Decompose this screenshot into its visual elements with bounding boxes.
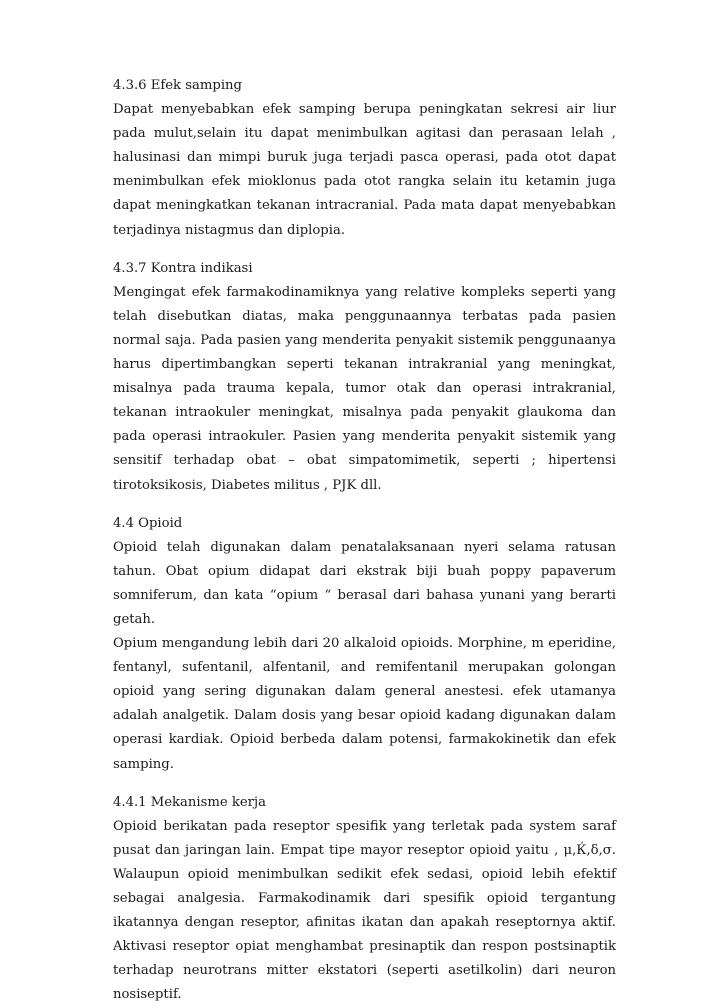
paragraph: Opioid berikatan pada reseptor spesifik yang terletak pada system saraf pusat dan jaringan lain. Empat tipe mayor reseptor opioid yaitu , μ,Ќ,δ,σ. Walaupun opioid menimbulkan sedikit efek sedasi, opioid lebih efektif sebagai analgesia. Farmakodinamik dari spesifik opioid tergantung ikatannya dengan reseptor, afinitas ikatan dan apakah reseptornya aktif. Aktivasi reseptor opiat menghambat presinaptik dan respon postsinaptik terhadap neurotrans mitter ekstatori (seperti asetilkolin) dari neuron nosiseptif. [113, 818, 616, 1003]
section-mekanisme-kerja [113, 791, 616, 1007]
document-page [113, 74, 616, 1007]
section-heading: 4.3.6 Efek samping [113, 78, 242, 93]
paragraph: Mengingat efek farmakodinamiknya yang relative kompleks seperti yang telah disebutkan diatas, maka penggunaannya terbatas pada pasien normal saja. Pada pasien yang menderita penyakit sistemik penggunaanya harus dipertimbangkan seperti tekanan intrakranial yang meningkat, misalnya pada trauma kepala, tumor otak dan operasi intrakranial, tekanan intraokuler meningkat, misalnya pada penyakit glaukoma dan pada operasi intraokuler. Pasien yang menderita penyakit sistemik yang sensitif terhadap obat – obat simpatomimetik, seperti ; hipertensi tirotoksikosis, Diabetes militus , PJK dll. [113, 284, 616, 493]
paragraph: Dapat menyebabkan efek samping berupa peningkatan sekresi air liur pada mulut,selain itu dapat menimbulkan agitasi dan perasaan lelah , halusinasi dan mimpi buruk juga terjadi pasca operasi, pada otot dapat menimbulkan efek mioklonus pada otot rangka selain itu ketamin juga dapat meningkatkan tekanan intracranial. Pada mata dapat menyebabkan terjadinya nistagmus dan diplopia. [113, 102, 616, 238]
section-opioid [113, 512, 616, 777]
section-heading: 4.4.1 Mekanisme kerja [113, 794, 266, 810]
section-efek-samping [113, 74, 616, 243]
paragraph: Opioid telah digunakan dalam penatalaksanaan nyeri selama ratusan tahun. Obat opium didapat dari ekstrak biji buah poppy papaverum somniferum, dan kata “opium “ berasal dari bahasa yunani yang berarti getah. [113, 539, 616, 627]
section-kontra-indikasi [113, 257, 616, 498]
section-heading: 4.3.7 Kontra indikasi [113, 260, 253, 276]
section-heading: 4.4 Opioid [113, 515, 183, 531]
paragraph: Opium mengandung lebih dari 20 alkaloid opioids. Morphine, m eperidine, fentanyl, sufentanil, alfentanil, and remifentanil merupakan golongan opioid yang sering digunakan dalam general anestesi. efek utamanya adalah analgetik. Dalam dosis yang besar opioid kadang digunakan dalam operasi kardiak. Opioid berbeda dalam potensi, farmakokinetik dan efek samping. [113, 636, 616, 772]
